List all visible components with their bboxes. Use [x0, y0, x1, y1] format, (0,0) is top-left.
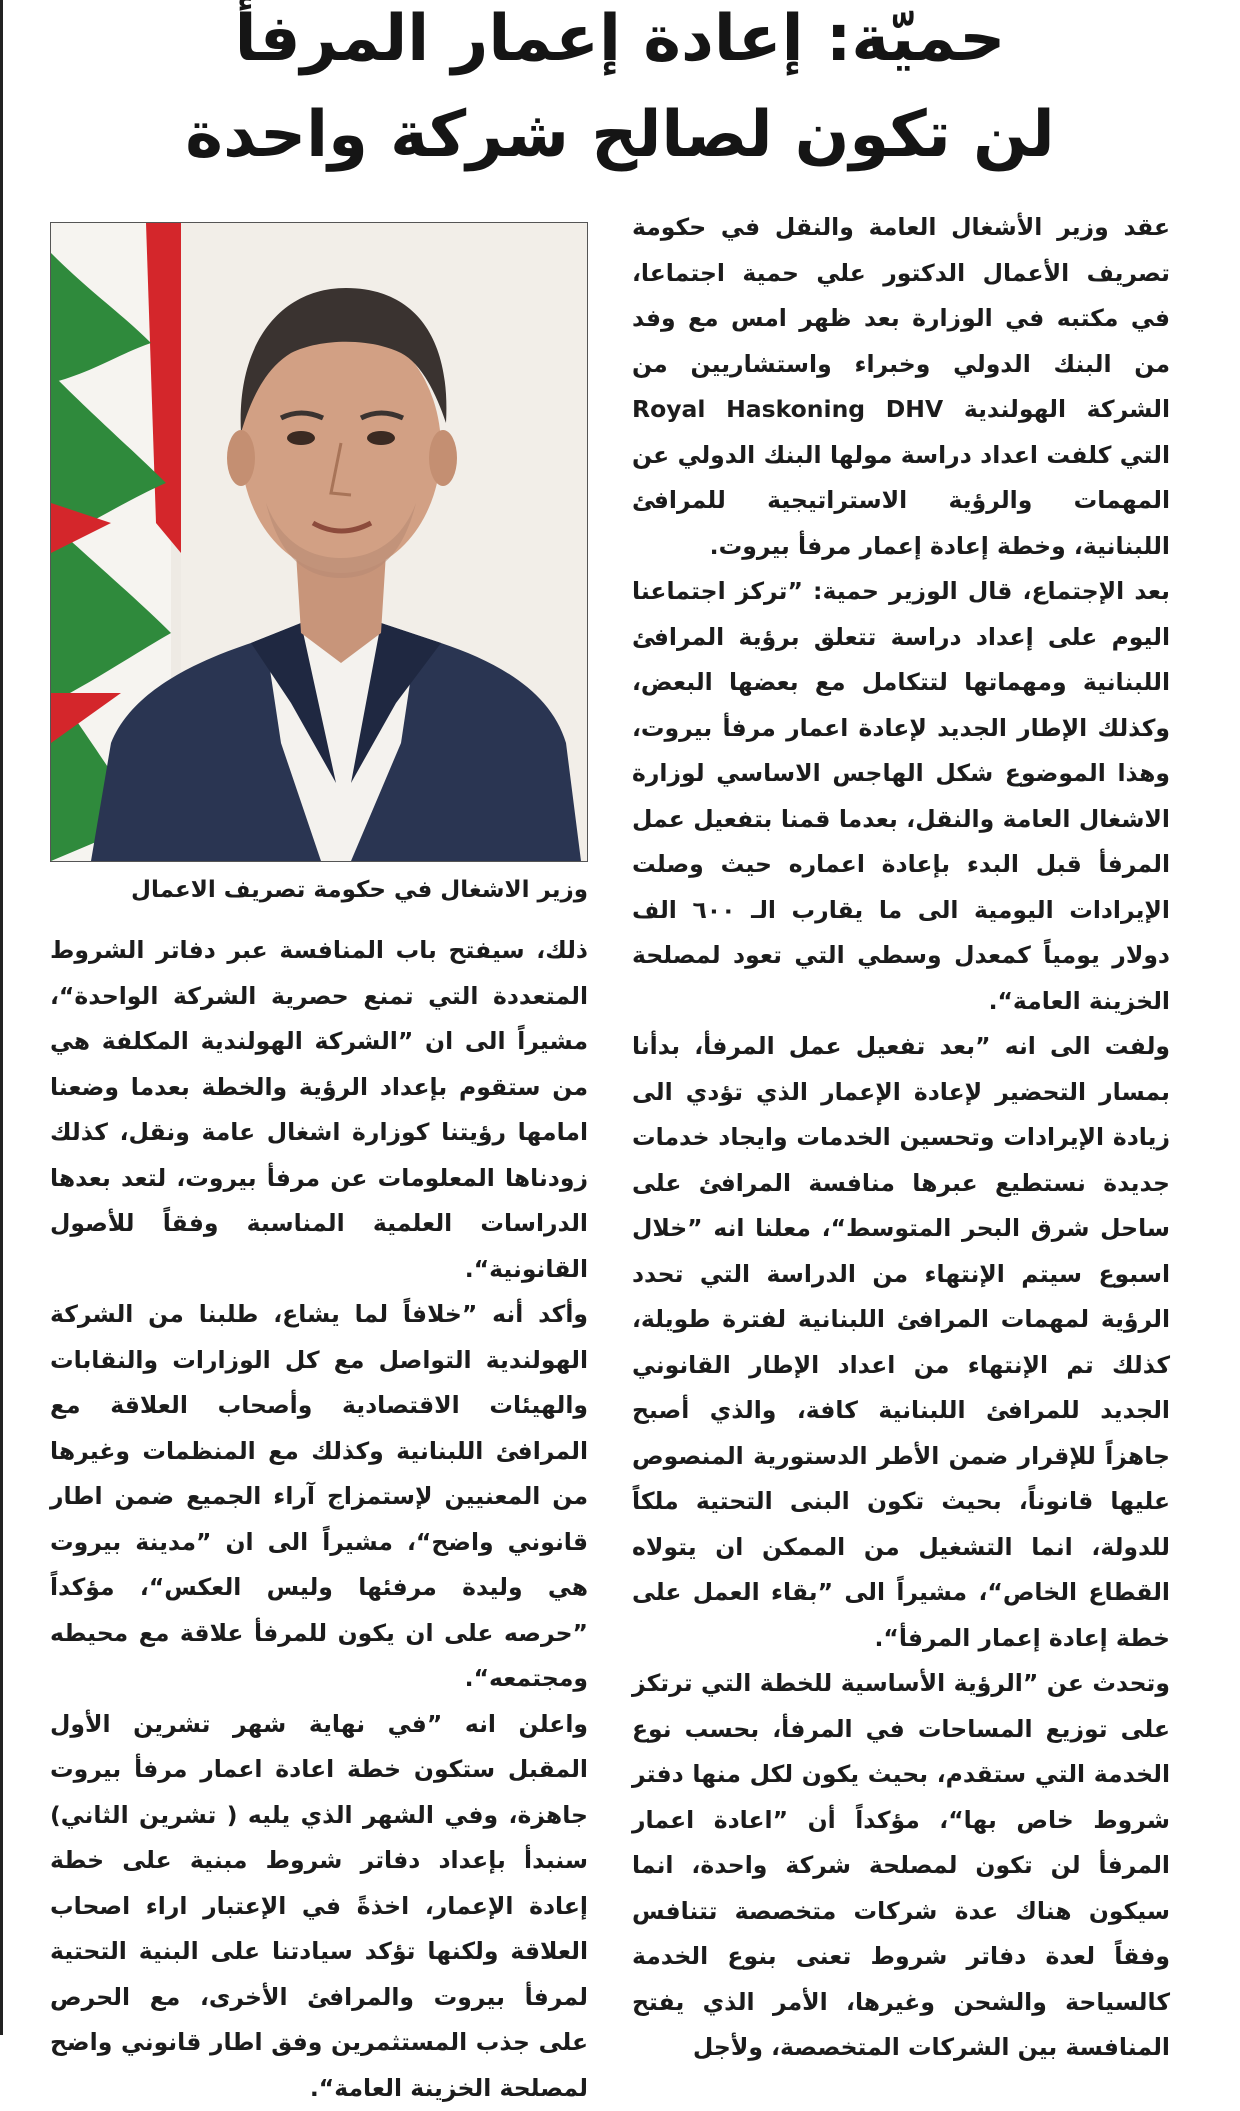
article-paragraph: وتحدث عن ”الرؤية الأساسية للخطة التي ترتكز على توزيع المساحات في المرفأ، بحسب نوع الخدمة التي ستقدم، بحيث يكون لكل منها دفتر شروط خاص بها“، مؤكداً أن ”اعادة اعمار المرفأ لن تكون لمصلحة شركة واحدة، انما سيكون هناك عدة شركات متخصصة تتنافس وفقاً لعدة دفاتر شروط تعنى بنوع الخدمة كالسياحة والشحن وغيرها، الأمر الذي يفتح المنافسة بين الشركات المتخصصة، ولأجل	[632, 1661, 1170, 2071]
headline-line-2: لن تكون لصالح شركة واحدة	[40, 98, 1200, 172]
article-paragraph: وأكد أنه ”خلافاً لما يشاع، طلبنا من الشركة الهولندية التواصل مع كل الوزارات والنقابات والهيئات الاقتصادية وأصحاب العلاقة مع المرافئ اللبنانية وكذلك مع المنظمات وغيرها من المعنيين لإستمزاج آراء الجميع ضمن اطار قانوني واضح“، مشيراً الى ان ”مدينة بيروت هي وليدة مرفئها وليس العكس“، مؤكداً ”حرصه على ان يكون للمرفأ علاقة مع محيطه ومجتمعه“.	[50, 1292, 588, 1702]
article-column-right	[632, 205, 1170, 2035]
page-left-rule	[0, 0, 3, 2035]
article-paragraph: ذلك، سيفتح باب المنافسة عبر دفاتر الشروط المتعددة التي تمنع حصرية الشركة الواحدة“، مشيراً الى ان ”الشركة الهولندية المكلفة هي من ستقوم بإعداد الرؤية والخطة بعدما وضعنا امامها رؤيتنا كوزارة اشغال عامة ونقل، كذلك زودناها المعلومات عن مرفأ بيروت، لتعد بعدها الدراسات العلمية المناسبة وفقاً للأصول القانونية“.	[50, 928, 588, 1292]
article-paragraph: عقد وزير الأشغال العامة والنقل في حكومة تصريف الأعمال الدكتور علي حمية اجتماعا، في مكتبه في الوزارة بعد ظهر امس مع وفد من البنك الدولي وخبراء واستشاريين من الشركة الهولندية Royal Haskoning DHV التي كلفت اعداد دراسة مولها البنك الدولي عن المهمات والرؤية الاستراتيجية للمرافئ اللبنانية، وخطة إعادة إعمار مرفأ بيروت.	[632, 205, 1170, 569]
photo-caption: وزير الاشغال في حكومة تصريف الاعمال	[50, 872, 588, 908]
article-paragraph: ولفت الى انه ”بعد تفعيل عمل المرفأ، بدأنا بمسار التحضير لإعادة الإعمار الذي تؤدي الى زيادة الإيرادات وتحسين الخدمات وايجاد خدمات جديدة نستطيع عبرها منافسة المرافئ على ساحل شرق البحر المتوسط“، معلنا انه ”خلال اسبوع سيتم الإنتهاء من الدراسة التي تحدد الرؤية لمهمات المرافئ اللبنانية لفترة طويلة، كذلك تم الإنتهاء من اعداد الإطار القانوني الجديد للمرافئ اللبنانية كافة، والذي أصبح جاهزاً للإقرار ضمن الأطر الدستورية المنصوص عليها قانوناً، بحيث تكون البنى التحتية ملكاً للدولة، انما التشغيل من الممكن ان يتولاه القطاع الخاص“، مشيراً الى ”بقاء العمل على خطة إعادة إعمار المرفأ“.	[632, 1024, 1170, 1661]
article-paragraph: بعد الإجتماع، قال الوزير حمية: ”تركز اجتماعنا اليوم على إعداد دراسة تتعلق برؤية المرافئ اللبنانية ومهماتها لتتكامل مع بعضها البعض، وكذلك الإطار الجديد لإعادة اعمار مرفأ بيروت، وهذا الموضوع شكل الهاجس الاساسي لوزارة الاشغال العامة والنقل، بعدما قمنا بتفعيل عمل المرفأ قبل البدء بإعادة اعماره حيث وصلت الإيرادات اليومية الى ما يقارب الـ ٦٠٠ الف دولار يومياً كمعدل وسطي التي تعود لمصلحة الخزينة العامة“.	[632, 569, 1170, 1024]
article-paragraph: واعلن انه ”في نهاية شهر تشرين الأول المقبل ستكون خطة اعادة اعمار مرفأ بيروت جاهزة، وفي الشهر الذي يليه ( تشرين الثاني) سنبدأ بإعداد دفاتر شروط مبنية على خطة إعادة الإعمار، اخذةً في الإعتبار اراء اصحاب العلاقة ولكنها تؤكد سيادتنا على البنية التحتية لمرفأ بيروت والمرافئ الأخرى، مع الحرص على جذب المستثمرين وفق اطار قانوني واضح لمصلحة الخزينة العامة“.	[50, 1702, 588, 2111]
minister-portrait-photo	[50, 222, 588, 862]
headline-line-1: حميّة: إعادة إعمار المرفأ	[40, 2, 1200, 76]
article-column-left	[50, 928, 588, 2028]
